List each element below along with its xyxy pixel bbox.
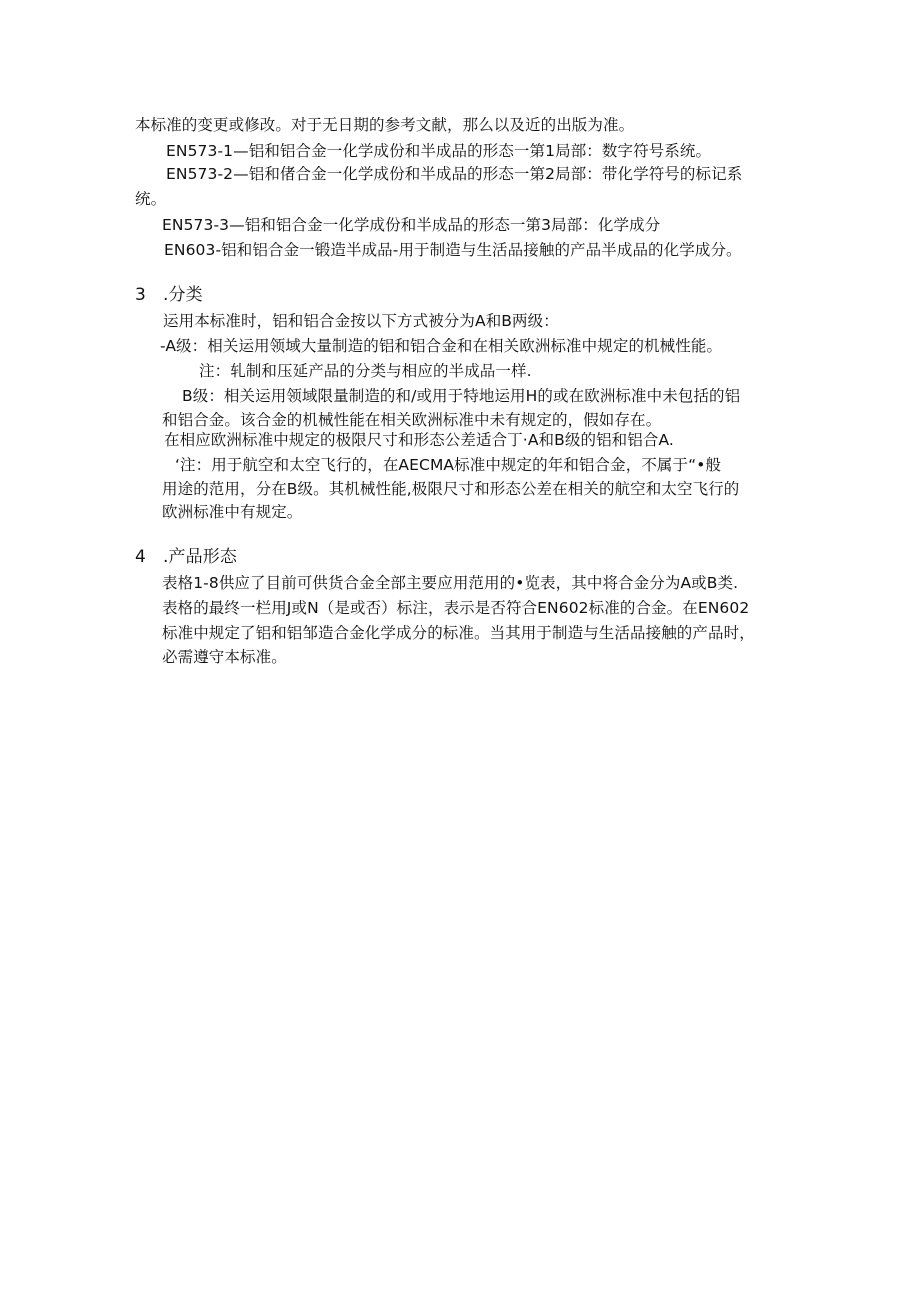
section-4-heading: 4 .产品形态 [135, 547, 237, 567]
aerospace-note-continued: 用途的范用，分在B级。其机械性能,极限尺寸和形态公差在相关的航空和太空飞行的 [162, 480, 740, 498]
class-a-note: 注：轧制和压延产品的分类与相应的半成品一样. [199, 362, 532, 380]
reference-en573-3: EN573-3—铝和铝合金一化学成份和半成品的形态一第3局部：化学成分 [162, 216, 661, 234]
reference-en573-1: EN573-1—铝和铝合金一化学成份和半成品的形态一第1局部：数字符号系统。 [166, 142, 712, 160]
aerospace-note: ‘注：用于航空和太空飞行的，在AECMA标准中规定的年和铝合金，不属于“•般 [175, 456, 722, 474]
reference-intro-line: 本标准的变更或修改。对于无日期的参考文献，那么以及近的出版为准。 [135, 116, 635, 134]
reference-en603: EN603-铝和铝合金一锻造半成品-用于制造与生活品接触的产品半成品的化学成分。 [164, 241, 742, 259]
tolerance-paragraph: 在相应欧洲标准中规定的极限尺寸和形态公差适合丁·A和B级的铝和铝合A. [164, 431, 674, 449]
class-a-description: -A级：相关运用领域大量制造的铝和铝合金和在相关欧洲标准中规定的机械性能。 [160, 337, 723, 355]
aerospace-note-end: 欧洲标准中有规定。 [162, 503, 303, 521]
section-4-paragraph-line-3: 标准中规定了铝和铝邹造合金化学成分的标准。当其用于制造与生活品接触的产品时， [162, 624, 755, 642]
class-b-description-continued: 和铝合金。该合金的机械性能在相关欧洲标准中未有规定的，假如存在。 [162, 411, 662, 429]
section-4-paragraph-line-4: 必需遵守本标准。 [162, 648, 287, 666]
reference-en573-2-continued: 统。 [135, 190, 167, 208]
class-b-description: B级：相关运用领域限量制造的和/或用于特地运用H的或在欧洲标准中未包括的铝 [182, 387, 741, 405]
reference-en573-2: EN573-2—铝和偖合金一化学成份和半成品的形态一第2局部：带化学符号的标记系 [166, 165, 743, 183]
section-4-paragraph: 表格1-8供应了目前可供货合金全部主要应用范用的•览表，其中将合金分为A或B类. [162, 574, 739, 592]
section-3-heading: 3 .分类 [135, 285, 203, 305]
section-4-paragraph-line-2: 表格的最终一栏用J或N（是或否）标注，表示是否符合EN602标准的合金。在EN602 [162, 599, 750, 617]
section-3-paragraph: 运用本标准时，铝和铝合金按以下方式被分为A和B两级： [163, 312, 559, 330]
